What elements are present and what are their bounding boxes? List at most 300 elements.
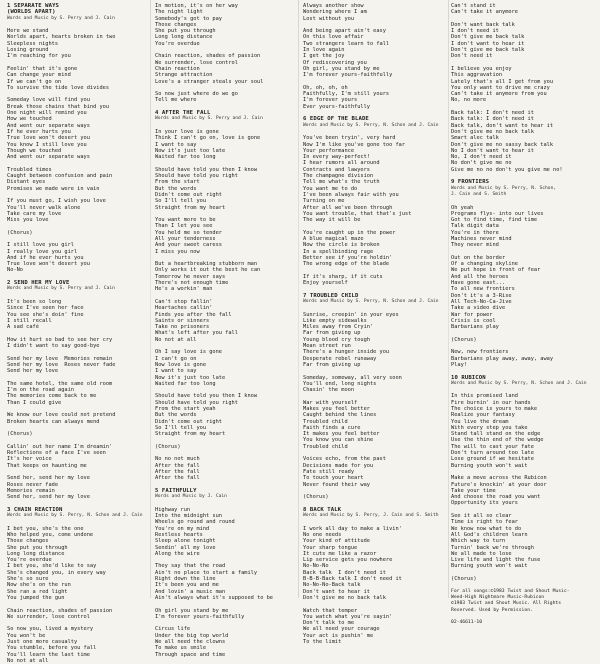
lyric-line: Don't need it (451, 53, 493, 60)
lyric-line: You jumped the gun (7, 594, 65, 601)
lyric-line: Roses never fade (7, 481, 59, 488)
lyric-line: You held me so tender (155, 229, 222, 236)
lyric-line: No-No (7, 267, 23, 274)
song-credit: Words and Music by S. Perry, N. Schon and J. Cain (303, 122, 439, 128)
lyric-line: Smart alec talk (451, 135, 499, 142)
song-credit: Words and Music by S. Perry, J. Cain and S. Smith (303, 513, 439, 519)
lyric-line: Play! (451, 361, 467, 368)
copyright-line: For all songs:©1983 Twist and Shout Music- (451, 588, 570, 594)
lyric-line: Take your time (451, 487, 496, 494)
lyrics-column-2 (155, 3, 303, 658)
lyric-line: There's not enough time (155, 280, 229, 287)
lyric-line: Realize your fantasy (451, 412, 515, 419)
lyric-line: Your performance (303, 147, 355, 154)
lyrics-column-1 (7, 3, 155, 664)
lyric-line: Now I'm like you've gone too far (303, 141, 406, 148)
lyric-line: Circus life (155, 626, 191, 633)
lyric-line: The choice is yours to make (451, 406, 538, 412)
lyric-line: Reflections of a face I've seen (7, 450, 106, 457)
lyric-line: And went our separate ways (7, 122, 90, 129)
lyric-line: And if he ever hurts you (7, 254, 84, 261)
lyric-line: They say that the road (155, 563, 226, 570)
lyric-line: True love won't desert you (7, 135, 90, 142)
lyric-line: No no not much (155, 456, 200, 463)
song-title: 6 EDGE OF THE BLADE (303, 116, 369, 123)
lyric-line: Those changes (155, 21, 197, 28)
lyric-line: We surrender, lose control (155, 59, 238, 66)
lyric-line: Didn't come out right (155, 418, 222, 425)
lyric-line: You're on my mind (155, 525, 210, 532)
lyric-line: Waited far too long (155, 380, 216, 387)
song-credit: Words and Music by S. Perry, N. Schon and J. Cain (451, 380, 587, 386)
lyric-line: You watch what you're sayin' (303, 613, 393, 620)
lyric-line: Better see if you're holdin' (303, 254, 393, 261)
lyric-line: Make a move across the Rubicon (451, 475, 547, 482)
lyric-line: Though we touched (7, 147, 62, 154)
lyric-line: You'll learn the last time (7, 651, 90, 658)
lyric-line: We know now what to do (451, 525, 522, 532)
lyric-line: Send her my love (7, 368, 59, 375)
lyric-line: Troubled child (303, 443, 348, 450)
lyric-line: (Chorus) (155, 443, 181, 450)
lyric-line: Oh girl, you stand by me (303, 65, 380, 72)
lyric-line: Troubled times (7, 166, 52, 173)
song-credit: Words and Music by S. Perry and J. Cain (7, 286, 115, 292)
lyric-line: To touch your heart (303, 475, 364, 482)
lyric-line: No-No-No (303, 563, 329, 570)
lyric-line: After the fall (155, 468, 200, 475)
lyric-line: After the fall (155, 462, 200, 469)
lyric-line: (Chorus) (7, 229, 33, 236)
lyric-line: Can't stop fallin' (155, 298, 213, 305)
lyric-line: Than I let you see (155, 223, 213, 230)
copyright-line: 02-46611-10 (451, 620, 483, 626)
lyric-line: He's a workin' man (155, 286, 213, 293)
lyric-line: No don't give me no (451, 160, 512, 167)
lyric-line: Break those chains that bind you (7, 103, 110, 110)
lyric-line: Far from giving up (303, 330, 361, 337)
lyric-line: Turning on me (303, 198, 345, 205)
lyric-line: No not at all (7, 657, 49, 664)
lyric-line: Chasin' the moon (303, 387, 355, 394)
lyric-line: Stand tall stand on the edge (451, 431, 541, 438)
lyric-line: Oh girl you stand by me (155, 607, 229, 614)
lyric-line: In every way-perfect! (303, 154, 370, 161)
song-credit: Words and Music by S. Perry and J. Cain (7, 15, 115, 21)
lyric-line: From the start yeah (155, 406, 216, 412)
lyric-line: And choose the road you want (451, 494, 541, 501)
lyric-line: Far from giving up (303, 361, 361, 368)
lyric-line: Ain't always what it's supposed to be (155, 594, 273, 601)
song-title: 4 AFTER THE FALL (155, 110, 211, 117)
lyric-line: Should have told you then I know (155, 393, 258, 400)
lyric-line: Take no prisoners (155, 324, 210, 331)
lyric-line: You live the dream (451, 418, 509, 425)
song-credit: Words and Music by S. Perry, N. Schon, (451, 185, 557, 191)
lyric-line: Only works it out the best he can (155, 267, 261, 274)
lyric-line: Don't want back talk (451, 21, 515, 28)
lyric-line: And all the heroes (451, 273, 509, 280)
lyric-line: Back talk: I don't need it (451, 110, 534, 117)
lyric-line: Your sharp tongue (303, 544, 358, 551)
lyric-line: The memories come back to me (7, 393, 97, 400)
lyric-line: In love again (303, 47, 345, 54)
lyric-line: Now love is gone (155, 361, 207, 368)
lyric-line: Losing ground (7, 47, 49, 54)
lyric-line: If it's sharp, if it cuts (303, 273, 383, 280)
lyric-line: A sad café (7, 324, 39, 331)
lyric-line: So now just where do we go (155, 91, 238, 98)
lyric-line: The will to cast your fate (451, 443, 534, 450)
lyric-line: New, new frontiers (451, 349, 509, 356)
lyric-line: To all new frontiers (451, 286, 515, 293)
lyric-line: That keeps on haunting me (7, 462, 87, 469)
lyric-line: Never found their way (303, 481, 370, 488)
lyric-line: Can't take it anymore (451, 9, 518, 16)
lyric-line: Straight from my heart (155, 204, 226, 211)
song-title: 5 FAITHFULLY (155, 487, 197, 494)
lyrics-column-4 (451, 3, 599, 626)
lyric-line: Ever yours-faithfully (303, 103, 370, 110)
lyric-line: Chain reaction (155, 65, 200, 72)
lyric-line: Heartaches callin' (155, 305, 213, 312)
lyric-line: Take care my love (7, 210, 62, 217)
lyric-line: Take a video dive (451, 305, 506, 312)
song-title: 8 BACK TALK (303, 506, 342, 513)
lyric-line: Young blood cry tough (303, 336, 370, 343)
lyric-line: In this promised land (451, 393, 518, 400)
lyric-line: Worlds apart, hearts broken in two (7, 34, 116, 41)
lyric-line: Sendin' all my love (155, 544, 216, 551)
lyric-line: Burning youth won't wait (451, 462, 528, 469)
page-fold-divider (150, 0, 151, 598)
song-title: 1 SEPARATE WAYS (7, 3, 60, 9)
lyric-line: So I'll tell you (155, 198, 207, 205)
lyric-line: After the fall (155, 475, 200, 482)
lyric-line: Two strangers learn to fall (303, 40, 390, 47)
lyric-line: No one needs (303, 531, 342, 538)
lyric-line: You'll never walk alone (7, 204, 81, 211)
lyric-line: Promises we made were in vain (7, 185, 100, 192)
song-title: 7 TROUBLED CHILD (303, 292, 359, 299)
lyric-line: I hear rumors all around (303, 160, 380, 167)
lyric-line: Ain't no place to start a family (155, 569, 258, 576)
lyric-line: Now she's on the run (7, 582, 71, 589)
lyric-line: Chain reaction, shades of passion (155, 53, 261, 60)
lyric-line: (Chorus) (451, 576, 477, 583)
lyric-line: Should have told you then I know (155, 166, 258, 173)
lyric-line: Lip service gets you nowhere (303, 557, 393, 564)
lyric-line: Miss you love (7, 217, 49, 224)
lyric-line: In motion, it's on her way (155, 3, 238, 9)
copyright-line: Reserved. Used by Permission. (451, 607, 533, 613)
lyric-line: It's her voice (7, 456, 52, 463)
lyric-line: You want trouble, that that's just (303, 210, 412, 217)
lyric-line: To the limit (303, 638, 342, 645)
lyric-line: You've been tryin', very hard (303, 135, 396, 142)
lyric-line: Back talk, don't want to hear it (451, 122, 554, 129)
lyric-line: Oh I say love is gone (155, 349, 222, 356)
lyric-line: What's left after you fall (155, 330, 238, 337)
lyric-line: Programs flys- into our lives (451, 210, 544, 217)
lyric-line: Oh yeah (451, 204, 474, 211)
lyric-line: Future's knockin' at your door (451, 481, 547, 488)
lyric-line: Love's a stranger steals your soul (155, 78, 264, 85)
lyric-line: Contracts and lawyers (303, 166, 370, 173)
lyric-line: All God's children learn (451, 531, 528, 538)
lyric-line: Your act is pushin' me (303, 632, 374, 639)
lyric-line: Don't it's a 3-Rise (451, 292, 512, 299)
lyric-line: (Chorus) (303, 494, 329, 501)
lyric-line: Don't give me no sassy back talk (451, 141, 554, 148)
lyric-line: Back talk I don't need it (303, 569, 386, 576)
lyric-line: Burning youth won't wait (451, 563, 528, 570)
lyric-line: Send her, send her my love (7, 494, 90, 501)
lyric-line: Sunrise, creepin' in your eyes (303, 311, 399, 318)
lyric-line: If he ever hurts you (7, 128, 71, 135)
lyric-line: Sleepless nights (7, 40, 59, 47)
lyric-line: Don't give me back talk (451, 47, 525, 54)
lyric-line: With every step you take (451, 424, 528, 431)
lyric-line: Don't talk to me (303, 620, 355, 627)
lyric-line: We all need the clowns (155, 638, 226, 645)
lyric-line: No, I don't need it (451, 154, 512, 161)
lyric-line: Turnin' back we're through (451, 544, 534, 551)
lyric-line: Tell me where (155, 97, 197, 104)
lyric-line: Tell me what's the truth (303, 179, 380, 186)
lyric-line: And went our separate ways (7, 154, 90, 161)
lyric-line: In a spellbinding rage (303, 248, 374, 255)
lyric-line: How it hurt so bad to see her cry (7, 336, 113, 343)
song-title: (WORLDS APART) (7, 9, 56, 16)
lyric-line: If we can't go on (7, 78, 62, 85)
song-credit: J. Cain and S. Smith (451, 191, 507, 197)
lyric-line: You'll end, long nights (303, 380, 377, 387)
lyric-line: You're overdue (7, 557, 52, 564)
lyric-line: We know our love could not pretend (7, 412, 116, 419)
lyric-line: I believe you enjoy (451, 65, 512, 72)
lyric-line: Since I've seen her face (7, 305, 84, 312)
lyric-line: I get the joy (303, 53, 345, 60)
lyric-line: It makes you feel better (303, 431, 380, 438)
lyric-line: No, no more (451, 97, 487, 104)
lyric-line: No-No-No-Back talk (303, 582, 361, 589)
lyric-line: Caught behind the lines (303, 412, 377, 419)
lyric-line: Broken hearts can always mend (7, 418, 100, 425)
lyric-line: Don't want to hear it (303, 588, 370, 595)
lyric-line: She's changed you, in every way (7, 569, 106, 576)
lyric-line: Someday, someway, all very soon (303, 374, 402, 381)
lyric-line: She put you through (155, 28, 216, 35)
lyric-line: Highway run (155, 506, 191, 513)
lyric-line: I'm on the road again (7, 387, 74, 394)
lyric-line: Those changes (7, 538, 49, 545)
lyric-line: I miss you now (155, 248, 200, 255)
lyric-line: Lately that's all I get from you (451, 78, 554, 85)
lyric-line: Callin' out her name I'm dreamin' (7, 443, 113, 450)
lyric-line: Sleep alone tonight (155, 538, 216, 545)
lyric-line: No not at all (155, 336, 197, 343)
lyric-line: Now it's just too late (155, 147, 226, 154)
lyric-line: This aggravation (451, 72, 503, 79)
lyric-line: Don't give me back talk (451, 34, 525, 41)
lyric-line: Caught between confusion and pain (7, 173, 113, 180)
lyric-line: True love won't desert you (7, 261, 90, 268)
lyric-line: And your sweet caress (155, 242, 222, 249)
lyric-line: Faithfully, I'm still yours (303, 91, 390, 98)
lyric-line: (Chorus) (7, 431, 33, 438)
page-fold-divider (298, 0, 299, 598)
lyric-line: It's been so long (7, 298, 62, 305)
lyric-line: Use the thin end of the wedge (451, 437, 544, 444)
lyric-line: Wheels go round and round (155, 519, 235, 526)
lyric-line: Long long distance (155, 34, 213, 41)
lyric-line: Under the big top world (155, 632, 229, 639)
lyric-line: Can't take it anymore from you (451, 91, 547, 98)
lyric-line: Should have told you right (155, 173, 238, 180)
lyric-line: You stumble, before you fall (7, 645, 97, 652)
lyric-line: Which way to turn (451, 538, 506, 545)
lyric-line: To survive the tide love divides (7, 84, 110, 91)
lyric-line: I still recall (7, 317, 52, 324)
lyric-line: Straight from my heart (155, 431, 226, 438)
lyric-line: Watch that temper (303, 607, 358, 614)
lyric-line: But the words (155, 185, 197, 192)
lyric-line: Send her my love Memories remain (7, 355, 113, 362)
lyric-line: No I don't want to hear it (451, 147, 534, 154)
lyric-line: Out on the border (451, 254, 506, 261)
lyric-line: Fire burnin' in our hands (451, 399, 531, 406)
lyric-line: Barbarians play away, away, away (451, 355, 554, 362)
lyric-line: I didn't want to say good-bye (7, 343, 100, 350)
lyric-line: We put hope in front of fear (451, 267, 541, 274)
lyric-line: Lost without you (303, 15, 355, 22)
lyric-line: The same hotel, the same old room (7, 380, 113, 387)
lyric-line: It cuts me like a razor (303, 550, 377, 557)
copyright-line: Weed-High Nightmare Music-Rubicon (451, 594, 545, 600)
lyric-line: I bet you, she'd like to say (7, 563, 97, 570)
song-title: 9 FRONTIERS (451, 179, 490, 186)
lyric-line: You want me to do (303, 185, 358, 192)
song-credit: Words and Music by S. Perry and J. Cain (155, 116, 263, 122)
lyric-line: Into the midnight sun (155, 513, 222, 520)
lyric-line: Feelin' that it's gone (7, 65, 78, 72)
lyric-line: The way it will be (303, 217, 361, 224)
lyric-line: Send her, send her my love (7, 475, 90, 482)
lyric-line: Don't turn around too late (451, 450, 534, 457)
lyric-line: Give me no no don't you give me no! (451, 166, 563, 173)
lyric-line: We all need your courage (303, 626, 380, 633)
lyric-line: It's been you and me (155, 582, 219, 589)
lyric-line: Don't give me no back talk (303, 594, 386, 601)
lyric-line: Chain reaction, shades of passion (7, 607, 113, 614)
lyric-line: Time is right to fear (451, 519, 518, 526)
lyric-line: Memories remain (7, 487, 55, 494)
lyric-line: Talk digit data (451, 223, 499, 230)
lyric-line: Somebody's got to pay (155, 15, 222, 22)
lyric-line: You know I still love you (7, 141, 87, 148)
lyric-line: Always another show (303, 3, 364, 9)
lyric-line: Distant eyes (7, 179, 46, 186)
lyric-line: We all made to lose (451, 550, 512, 557)
lyric-line: Got to find time, find time (451, 217, 538, 224)
lyric-line: Of rediscovering you (303, 59, 367, 66)
lyric-line: Lose ground if we hesitate (451, 456, 534, 463)
lyric-line: She's so sure (7, 576, 49, 583)
lyric-line: Someday love will find you (7, 97, 90, 104)
lyric-line: Desperate rebel runaway (303, 355, 377, 362)
lyric-line: You won't be (7, 632, 46, 639)
lyric-line: On this love affair (303, 34, 364, 41)
lyric-line: Can't stand it (451, 3, 496, 9)
lyric-line: And lovin' a music man (155, 588, 226, 595)
lyric-line: Barbarians play (451, 324, 499, 331)
lyric-line: Fate still ready (303, 468, 355, 475)
lyric-line: All Tech-No-Ca-Jive (451, 298, 512, 305)
lyric-line: So now you, lived a mystery (7, 626, 94, 633)
lyric-line: I don't need it (451, 28, 499, 35)
lyric-line: Back talk: I don't need it (451, 116, 534, 123)
lyric-line: Live life and light the fuse (451, 557, 541, 564)
song-title: 3 CHAIN REACTION (7, 506, 63, 513)
lyric-line: I'm forever yours (303, 97, 358, 104)
lyric-line: Who helped you, come undone (7, 531, 94, 538)
lyric-line: War with yourself (303, 399, 358, 406)
lyric-line: If you must go, I wish you love (7, 198, 106, 205)
lyric-line: I can't go on (155, 355, 197, 362)
copyright-line: ©1983 Twist and Shout Music. All Rights (451, 601, 562, 607)
lyric-line: Restless hearts (155, 531, 203, 538)
lyric-line: But the words (155, 412, 197, 419)
lyric-line: Of a changing skyline (451, 261, 518, 268)
lyric-line: To make us smile (155, 645, 207, 652)
lyric-line: Like empty sidewalks (303, 317, 367, 324)
lyric-line: Oh, oh, oh, oh (303, 84, 348, 91)
lyric-line: I bet you, she's the one (7, 525, 84, 532)
lyric-line: After all we've been through (303, 204, 393, 211)
lyric-line: Miles away from Cryin' (303, 324, 374, 331)
lyric-line: Faith finds a cure (303, 424, 361, 431)
lyric-line: You see she's doin' fine (7, 311, 84, 318)
lyric-line: I've been always fair with you (303, 191, 399, 198)
lyric-line: I'm forever yours-faithfully (155, 613, 245, 620)
lyric-line: B-B-B-Back talk I don't need it (303, 576, 402, 583)
lyric-line: I still love you girl (7, 242, 74, 249)
lyric-line: Didn't come out right (155, 191, 222, 198)
lyric-line: Here we stand (7, 28, 49, 35)
lyric-line: Decisions made for you (303, 462, 374, 469)
lyrics-column-3 (303, 3, 451, 645)
page-fold-divider (448, 0, 449, 598)
lyric-line: Have gone east... (451, 280, 506, 287)
lyric-line: Crisis is cool (451, 317, 496, 324)
lyric-line: You're caught up in the power (303, 229, 396, 236)
lyric-line: Opportunity its yours (451, 500, 518, 507)
lyric-line: In your love is gone (155, 128, 219, 135)
lyric-line: You know you can shine (303, 437, 374, 444)
lyric-line: A blue magical maze (303, 235, 364, 242)
lyric-line: Troubled child (303, 418, 348, 425)
lyric-line: Now the circle is broken (303, 242, 380, 249)
lyric-line: One night will remind you (7, 110, 87, 117)
lyric-line: There's a hunger inside you (303, 349, 390, 356)
lyric-line: Don't give me no back talk (451, 128, 534, 135)
lyric-line: They never mind (451, 242, 499, 249)
lyric-line: Can change your mind (7, 72, 71, 79)
lyric-line: But a heartbreaking stubborn man (155, 261, 258, 268)
lyric-line: Waited far too long (155, 154, 216, 161)
lyric-line: Along the wire (155, 550, 200, 557)
